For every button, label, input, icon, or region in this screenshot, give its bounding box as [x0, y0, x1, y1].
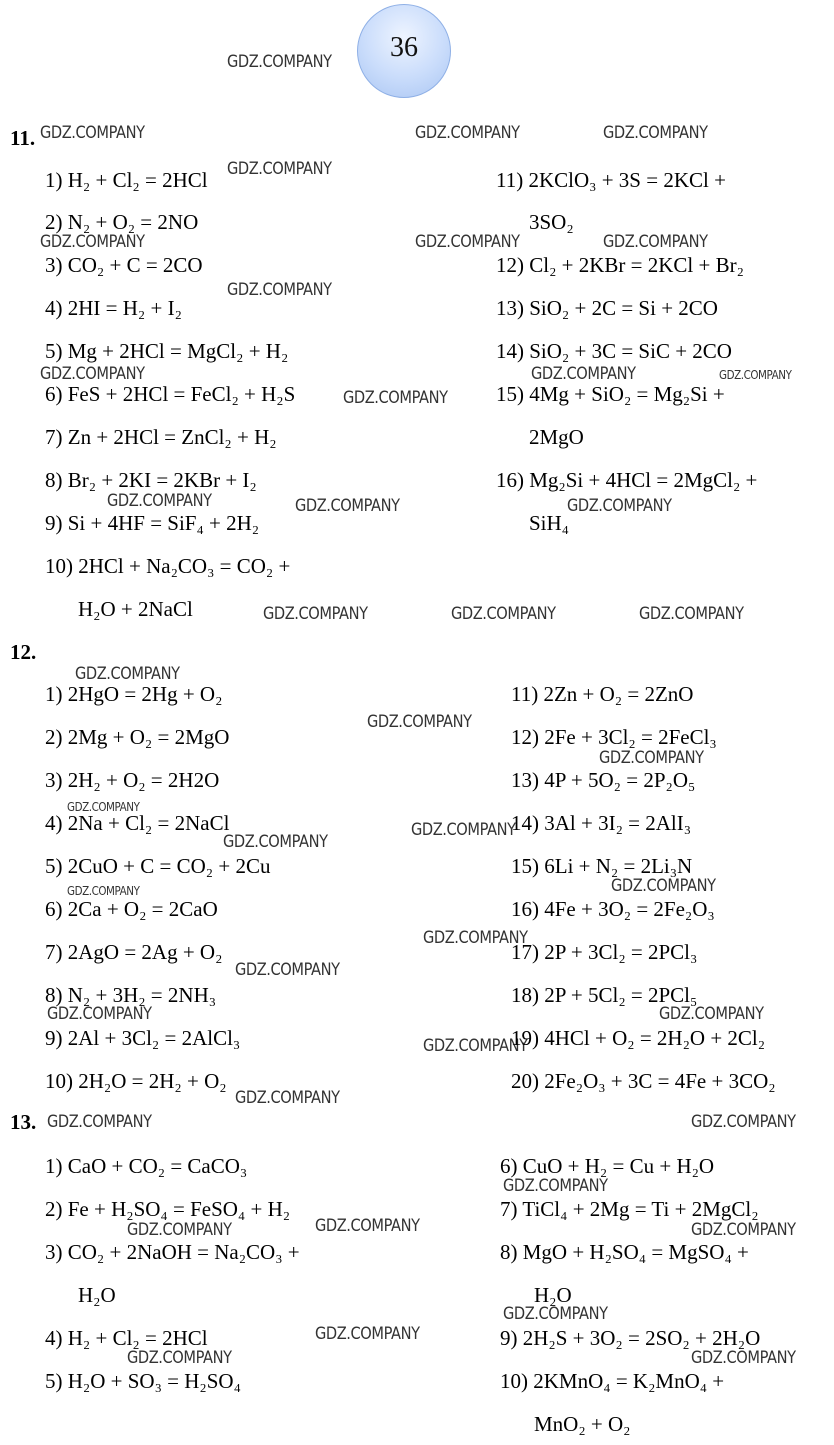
equation: 6) CuO + H₂ = Cu + H₂O	[500, 1154, 715, 1178]
equation: 14) 3Al + 3I₂ = 2AlI₃	[511, 811, 692, 835]
watermark: GDZ.COMPANY	[40, 364, 145, 384]
watermark: GDZ.COMPANY	[611, 876, 716, 896]
page-number: 36	[390, 32, 418, 63]
watermark: GDZ.COMPANY	[263, 604, 368, 624]
equation: 4) H₂ + Cl₂ = 2HCl	[45, 1326, 208, 1350]
equation: 10) 2HCl + Na₂CO₃ = CO₂ +	[45, 554, 291, 578]
watermark: GDZ.COMPANY	[47, 1112, 152, 1132]
equation: 2) 2Mg + O₂ = 2MgO	[45, 725, 230, 749]
watermark: GDZ.COMPANY	[531, 364, 636, 384]
equation: 1) CaO + CO₂ = CaCO₃	[45, 1154, 248, 1178]
equation: 9) 2H₂S + 3O₂ = 2SO₂ + 2H₂O	[500, 1326, 761, 1350]
watermark: GDZ.COMPANY	[295, 496, 400, 516]
watermark: GDZ.COMPANY	[599, 748, 704, 768]
equation: 14) SiO₂ + 3C = SiC + 2CO	[496, 339, 732, 363]
watermark: GDZ.COMPANY	[503, 1304, 608, 1324]
equation: 15) 6Li + N₂ = 2Li₃N	[511, 854, 693, 878]
watermark: GDZ.COMPANY	[107, 491, 212, 511]
equation: 13) SiO₂ + 2C = Si + 2CO	[496, 296, 718, 320]
equation: 2) N₂ + O₂ = 2NO	[45, 210, 199, 234]
section-label-11: 11.	[10, 126, 36, 150]
watermark: GDZ.COMPANY	[67, 884, 140, 898]
watermark: GDZ.COMPANY	[227, 159, 332, 179]
equation: 7) 2AgO = 2Ag + O₂	[45, 940, 223, 964]
equation: 3) 2H₂ + O₂ = 2H2O	[45, 768, 220, 792]
equation: 10) 2KMnO₄ = K₂MnO₄ +	[500, 1369, 725, 1393]
watermark: GDZ.COMPANY	[415, 232, 520, 252]
watermark: GDZ.COMPANY	[40, 123, 145, 143]
watermark: GDZ.COMPANY	[227, 52, 332, 72]
watermark: GDZ.COMPANY	[40, 232, 145, 252]
equation-continuation: SiH₄	[529, 511, 570, 535]
equation: 3) CO₂ + 2NaOH = Na₂CO₃ +	[45, 1240, 300, 1264]
watermark: GDZ.COMPANY	[567, 496, 672, 516]
watermark: GDZ.COMPANY	[451, 604, 556, 624]
equation: 1) 2HgO = 2Hg + O₂	[45, 682, 223, 706]
watermark: GDZ.COMPANY	[235, 960, 340, 980]
equation: 12) Cl₂ + 2KBr = 2KCl + Br₂	[496, 253, 744, 277]
equation: 1) H₂ + Cl₂ = 2HCl	[45, 168, 208, 192]
watermark: GDZ.COMPANY	[411, 820, 516, 840]
watermark: GDZ.COMPANY	[127, 1220, 232, 1240]
equation: 16) 4Fe + 3O₂ = 2Fe₂O₃	[511, 897, 715, 921]
watermark: GDZ.COMPANY	[227, 280, 332, 300]
equation: 20) 2Fe₂O₃ + 3C = 4Fe + 3CO₂	[511, 1069, 776, 1093]
equation: 8) MgO + H₂SO₄ = MgSO₄ +	[500, 1240, 749, 1264]
equation-continuation: MnO₂ + O₂	[534, 1412, 631, 1436]
watermark: GDZ.COMPANY	[315, 1324, 420, 1344]
watermark: GDZ.COMPANY	[603, 123, 708, 143]
section-label-12: 12.	[10, 640, 37, 664]
watermark: GDZ.COMPANY	[315, 1216, 420, 1236]
equation-continuation: H₂O	[534, 1283, 572, 1307]
equation: 6) 2Ca + O₂ = 2CaO	[45, 897, 218, 921]
page-number-badge	[357, 4, 451, 98]
watermark: GDZ.COMPANY	[423, 1036, 528, 1056]
watermark: GDZ.COMPANY	[415, 123, 520, 143]
equation: 6) FeS + 2HCl = FeCl₂ + H₂S	[45, 382, 296, 406]
equation: 7) TiCl₄ + 2Mg = Ti + 2MgCl₂	[500, 1197, 759, 1221]
watermark: GDZ.COMPANY	[47, 1004, 152, 1024]
equation: 15) 4Mg + SiO₂ = Mg₂Si +	[496, 382, 725, 406]
section-label-13: 13.	[10, 1110, 37, 1134]
equation: 4) 2Na + Cl₂ = 2NaCl	[45, 811, 230, 835]
watermark: GDZ.COMPANY	[367, 712, 472, 732]
equation: 18) 2P + 5Cl₂ = 2PCl₅	[511, 983, 698, 1007]
watermark: GDZ.COMPANY	[691, 1220, 796, 1240]
equation: 16) Mg₂Si + 4HCl = 2MgCl₂ +	[496, 468, 758, 492]
watermark: GDZ.COMPANY	[235, 1088, 340, 1108]
equation: 5) Mg + 2HCl = MgCl₂ + H₂	[45, 339, 289, 363]
equation: 9) Si + 4HF = SiF₄ + 2H₂	[45, 511, 260, 535]
watermark: GDZ.COMPANY	[691, 1348, 796, 1368]
equation: 11) 2Zn + O₂ = 2ZnO	[511, 682, 694, 706]
watermark: GDZ.COMPANY	[67, 800, 140, 814]
watermark: GDZ.COMPANY	[719, 368, 792, 382]
watermark: GDZ.COMPANY	[659, 1004, 764, 1024]
equation: 5) H₂O + SO₃ = H₂SO₄	[45, 1369, 241, 1393]
watermark: GDZ.COMPANY	[691, 1112, 796, 1132]
equation: 13) 4P + 5O₂ = 2P₂O₅	[511, 768, 696, 792]
equation: 11) 2KClO₃ + 3S = 2KCl +	[496, 168, 726, 192]
watermark: GDZ.COMPANY	[127, 1348, 232, 1368]
equation: 8) Br₂ + 2KI = 2KBr + I₂	[45, 468, 257, 492]
watermark: GDZ.COMPANY	[75, 664, 180, 684]
equation-continuation: H₂O	[78, 1283, 116, 1307]
watermark: GDZ.COMPANY	[503, 1176, 608, 1196]
equation: 4) 2HI = H₂ + I₂	[45, 296, 182, 320]
equation: 12) 2Fe + 3Cl₂ = 2FeCl₃	[511, 725, 717, 749]
equation: 2) Fe + H₂SO₄ = FeSO₄ + H₂	[45, 1197, 291, 1221]
watermark: GDZ.COMPANY	[343, 388, 448, 408]
equation: 3) CO₂ + C = 2CO	[45, 253, 203, 277]
watermark: GDZ.COMPANY	[639, 604, 744, 624]
watermark: GDZ.COMPANY	[423, 928, 528, 948]
equation: 19) 4HCl + O₂ = 2H₂O + 2Cl₂	[511, 1026, 766, 1050]
equation-continuation: 3SO₂	[529, 210, 574, 234]
equation: 5) 2CuO + C = CO₂ + 2Cu	[45, 854, 271, 878]
equation: 17) 2P + 3Cl₂ = 2PCl₃	[511, 940, 698, 964]
equation-continuation: H₂O + 2NaCl	[78, 597, 193, 621]
equation: 10) 2H₂O = 2H₂ + O₂	[45, 1069, 227, 1093]
watermark: GDZ.COMPANY	[223, 832, 328, 852]
equation: 9) 2Al + 3Cl₂ = 2AlCl₃	[45, 1026, 241, 1050]
equation-continuation: 2MgO	[529, 425, 584, 449]
equation: 8) N₂ + 3H₂ = 2NH₃	[45, 983, 217, 1007]
equation: 7) Zn + 2HCl = ZnCl₂ + H₂	[45, 425, 277, 449]
watermark: GDZ.COMPANY	[603, 232, 708, 252]
